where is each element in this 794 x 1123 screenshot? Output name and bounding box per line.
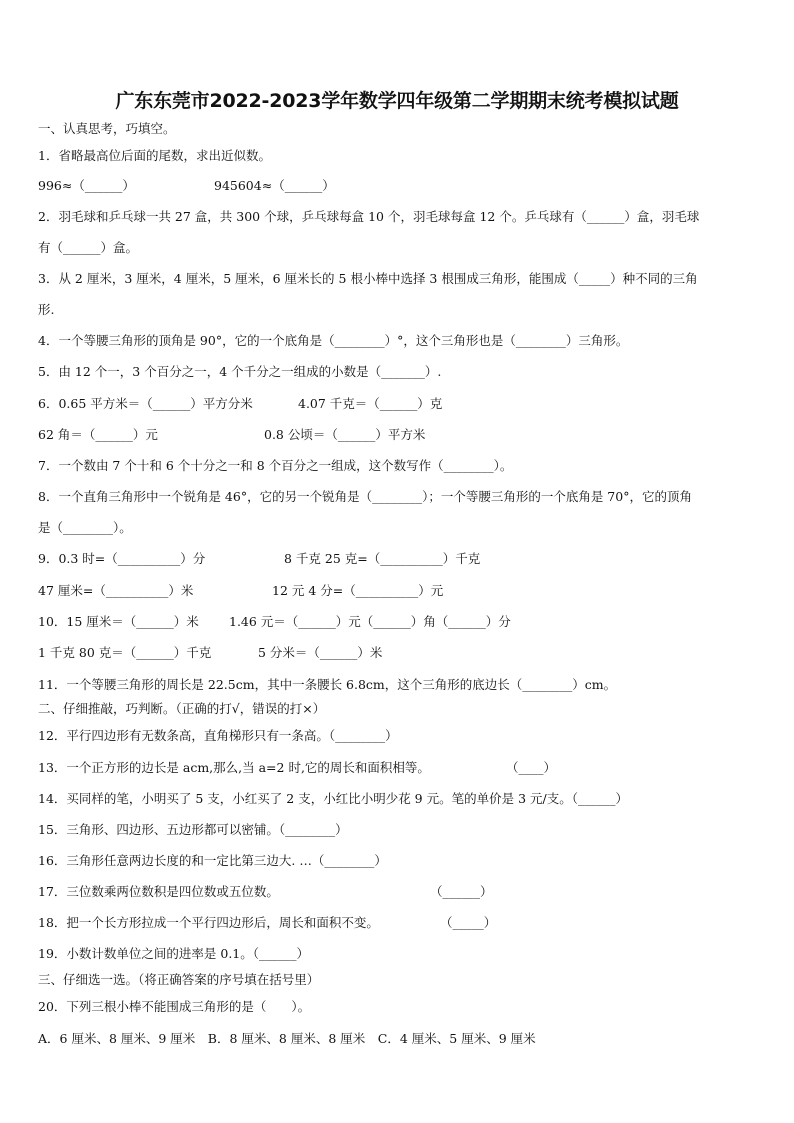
question-19: 19．小数计数单位之间的进率是 0.1。（______） — [38, 946, 310, 961]
section-heading-2: 二、仔细推敲，巧判断。（正确的打√，错误的打×） — [38, 701, 326, 716]
question-3-line-1: 3．从 2 厘米，3 厘米，4 厘米，5 厘米，6 厘米长的 5 根小棒中选择 3 根围成三角形，能围成（_____）种不同的三角 — [38, 271, 698, 286]
question-20: 20．下列三根小棒不能围成三角形的是（ ）。 — [38, 999, 311, 1014]
question-13-answer: （____） — [506, 760, 557, 775]
question-8-line-1: 8．一个直角三角形中一个锐角是 46°，它的另一个锐角是（________）；一个等腰三角形的一个底角是 70°，它的顶角 — [38, 489, 692, 504]
question-13: 13．一个正方形的边长是 acm,那么,当 a=2 时,它的周长和面积相等。 — [38, 760, 430, 775]
question-10-item-b: 1.46 元＝（______）元（______）角（______）分 — [229, 614, 511, 629]
question-10-item-d: 5 分米＝（______）米 — [258, 645, 383, 660]
question-4: 4．一个等腰三角形的顶角是 90°，它的一个底角是（________）°，这个三角形也是（________）三角形。 — [38, 333, 629, 348]
section-heading-3: 三、仔细选一选。（将正确答案的序号填在括号里） — [38, 972, 320, 987]
question-18: 18．把一个长方形拉成一个平行四边形后，周长和面积不变。 — [38, 915, 379, 930]
question-1-item-b: 945604≈（______） — [214, 178, 335, 193]
question-17: 17．三位数乘两位数积是四位数或五位数。 — [38, 884, 279, 899]
question-17-answer: （______） — [430, 884, 493, 899]
question-11: 11．一个等腰三角形的周长是 22.5cm，其中一条腰长 6.8cm，这个三角形的底边长（________）cm。 — [38, 677, 617, 692]
question-14: 14．买同样的笔，小明买了 5 支，小红买了 2 支，小红比小明少花 9 元。笔的单价是 3 元/支。（______） — [38, 791, 628, 806]
question-9-item-b: 8 千克 25 克=（__________）千克 — [284, 551, 481, 566]
question-9-item-d: 12 元 4 分=（__________）元 — [272, 583, 444, 598]
question-10-item-a: 10．15 厘米＝（______）米 — [38, 614, 199, 629]
question-1: 1．省略最高位后面的尾数，求出近似数。 — [38, 148, 271, 163]
question-6-item-a: 6．0.65 平方米＝（______）平方分米 — [38, 396, 253, 411]
question-5: 5．由 12 个一，3 个百分之一，4 个千分之一组成的小数是（_______）. — [38, 364, 442, 379]
question-2-line-2: 有（______）盒。 — [38, 240, 139, 255]
question-7: 7．一个数由 7 个十和 6 个十分之一和 8 个百分之一组成，这个数写作（________）。 — [38, 458, 513, 473]
question-2-line-1: 2．羽毛球和乒乓球一共 27 盒，共 300 个球，乒乓球每盒 10 个，羽毛球每盒 12 个。乒乓球有（______）盒，羽毛球 — [38, 209, 700, 224]
question-3-line-2: 形. — [38, 302, 55, 317]
question-9-item-c: 47 厘米=（__________）米 — [38, 583, 194, 598]
question-20-options: A．6 厘米、8 厘米、9 厘米 B．8 厘米、8 厘米、8 厘米 C．4 厘米、5 厘米、9 厘米 — [38, 1031, 536, 1046]
question-18-answer: （_____） — [440, 915, 497, 930]
question-10-item-c: 1 千克 80 克＝（______）千克 — [38, 645, 212, 660]
question-16: 16．三角形任意两边长度的和一定比第三边大. …（________） — [38, 853, 387, 868]
question-6-item-c: 62 角＝（______）元 — [38, 427, 158, 442]
question-9-item-a: 9．0.3 时=（__________）分 — [38, 551, 206, 566]
question-6-item-b: 4.07 千克＝（______）克 — [298, 396, 443, 411]
question-1-item-a: 996≈（______） — [38, 178, 135, 193]
question-8-line-2: 是（________）。 — [38, 520, 132, 535]
page-title: 广东东莞市2022-2023学年数学四年级第二学期期末统考模拟试题 — [115, 90, 679, 112]
question-12: 12．平行四边形有无数条高，直角梯形只有一条高。（________） — [38, 728, 398, 743]
question-6-item-d: 0.8 公顷＝（______）平方米 — [264, 427, 426, 442]
section-heading-1: 一、认真思考，巧填空。 — [38, 121, 176, 136]
question-15: 15．三角形、四边形、五边形都可以密铺。（________） — [38, 822, 348, 837]
